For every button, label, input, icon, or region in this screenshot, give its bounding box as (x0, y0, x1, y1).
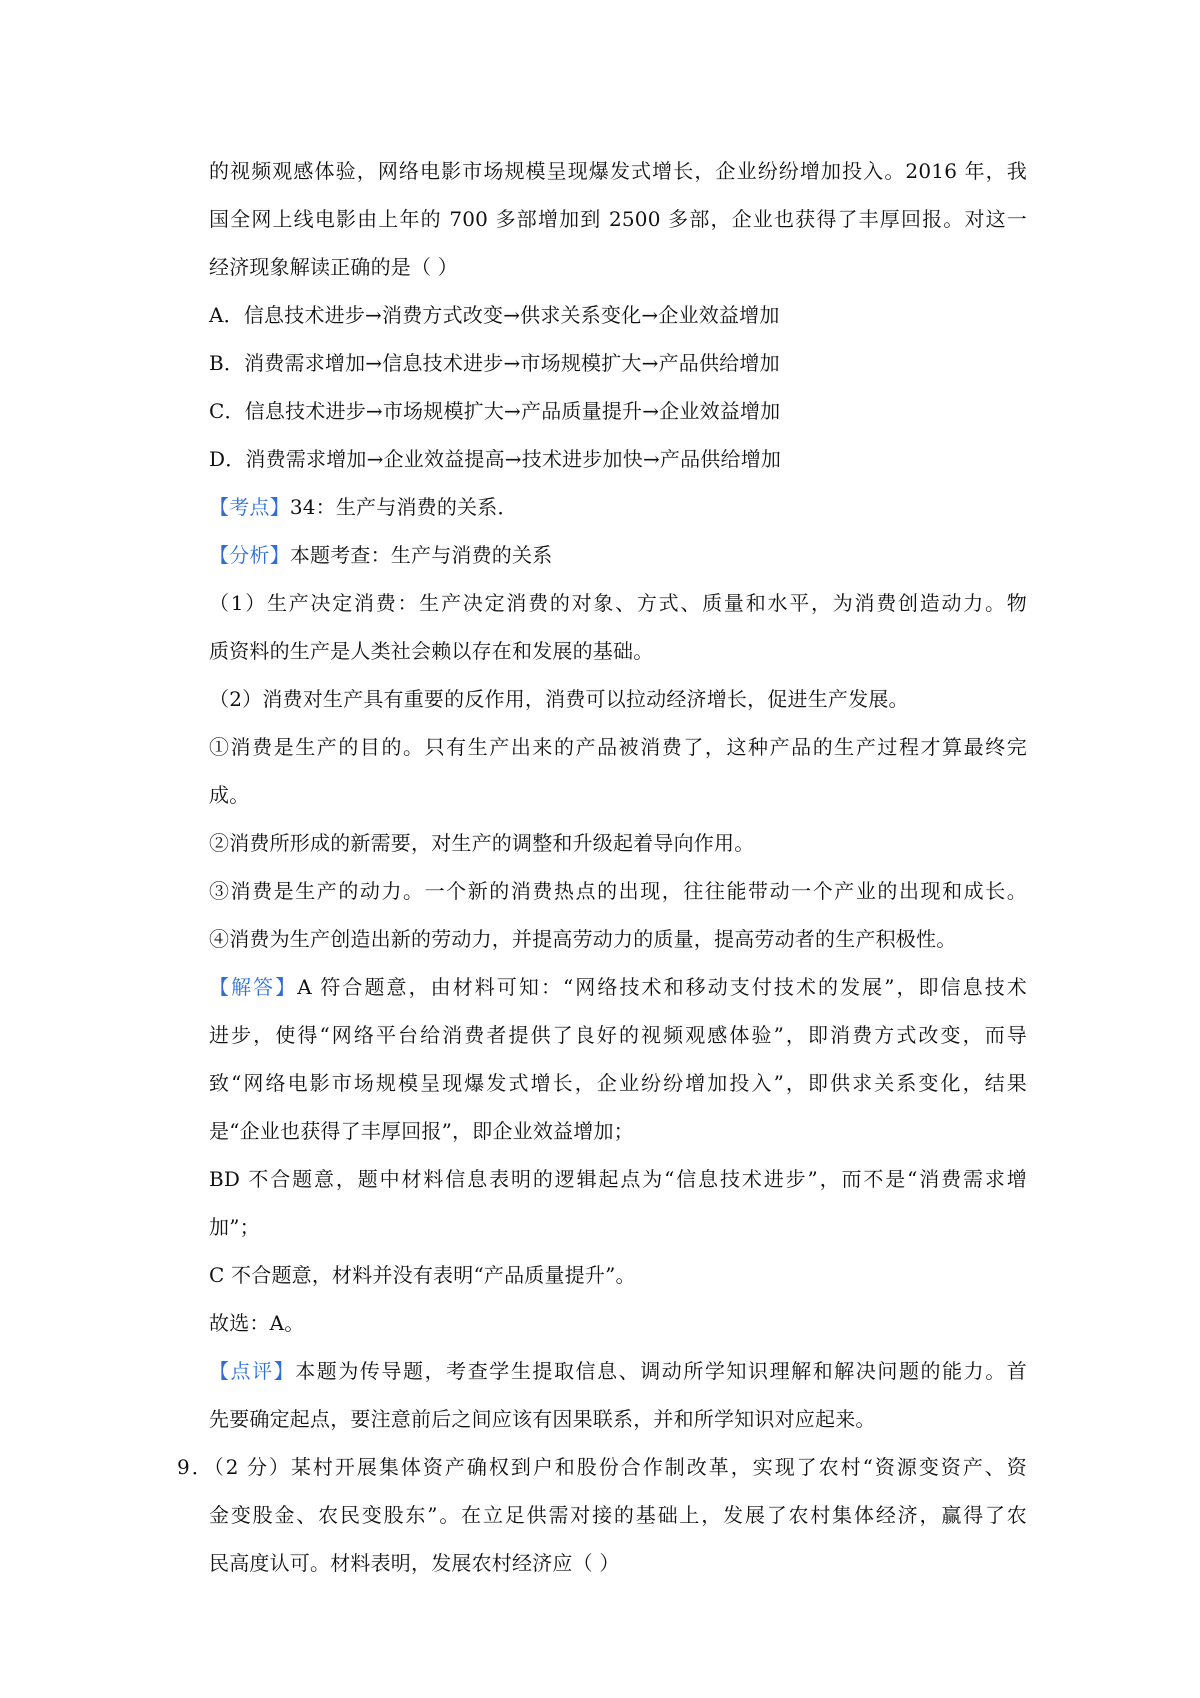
jieda-line-6: 加”； (209, 1215, 260, 1239)
q9-line-2: 金变股金、农民变股东”。在立足供需对接的基础上，发展了农村集体经济，赢得了农 (209, 1503, 1027, 1527)
analysis-line-8: ④消费为生产创造出新的劳动力，并提高劳动力的质量，提高劳动者的生产积极性。 (209, 927, 957, 951)
fenxi-tag: 【分析】 (209, 543, 290, 567)
jieda-first-line: A 符合题意，由材料可知：“网络技术和移动支付技术的发展”，即信息技术 (297, 975, 1027, 999)
dianping-line (209, 1358, 1027, 1384)
q8-stem-line-2: 国全网上线电影由上年的 700 多部增加到 2500 多部，企业也获得了丰厚回报。对这一 (209, 207, 1027, 231)
dianping-line-2: 先要确定起点，要注意前后之间应该有因果联系，并和所学知识对应起来。 (209, 1407, 876, 1431)
fenxi-text: 本题考查：生产与消费的关系 (289, 543, 553, 567)
jieda-line-8: 故选：A。 (209, 1311, 305, 1335)
jieda-line (209, 974, 1027, 1000)
analysis-line-4: ①消费是生产的目的。只有生产出来的产品被消费了，这种产品的生产过程才算最终完 (209, 735, 1027, 759)
jieda-line-5: BD 不合题意，题中材料信息表明的逻辑起点为“信息技术进步”，而不是“消费需求增 (209, 1167, 1027, 1191)
kaodian-line (209, 494, 518, 520)
q8-option-b: B．消费需求增加→信息技术进步→市场规模扩大→产品供给增加 (209, 351, 780, 375)
analysis-line-3: （2）消费对生产具有重要的反作用，消费可以拉动经济增长，促进生产发展。 (209, 687, 909, 711)
jieda-line-7: C 不合题意，材料并没有表明“产品质量提升”。 (209, 1263, 636, 1287)
dianping-first-line: 本题为传导题，考查学生提取信息、调动所学知识理解和解决问题的能力。首 (295, 1359, 1027, 1383)
jieda-line-2: 进步，使得“网络平台给消费者提供了良好的视频观感体验”，即消费方式改变，而导 (209, 1023, 1027, 1047)
analysis-line-6: ②消费所形成的新需要，对生产的调整和升级起着导向作用。 (209, 831, 755, 855)
jieda-line-4: 是“企业也获得了丰厚回报”，即企业效益增加； (209, 1119, 634, 1143)
q8-stem-line-3: 经济现象解读正确的是（ ） (209, 255, 458, 279)
q9-line-1: 9．（2 分）某村开展集体资产确权到户和股份合作制改革，实现了农村“资源变资产、资 (177, 1455, 1027, 1479)
dianping-tag: 【点评】 (209, 1359, 296, 1383)
q8-stem-line-1: 的视频观感体验，网络电影市场规模呈现爆发式增长，企业纷纷增加投入。2016 年，我 (209, 159, 1027, 183)
q9-line-3: 民高度认可。材料表明，发展农村经济应（ ） (209, 1551, 620, 1575)
analysis-line-1: （1）生产决定消费：生产决定消费的对象、方式、质量和水平，为消费创造动力。物 (209, 591, 1027, 615)
q8-option-d: D．消费需求增加→企业效益提高→技术进步加快→产品供给增加 (209, 447, 782, 471)
q8-option-c: C．信息技术进步→市场规模扩大→产品质量提升→企业效益增加 (209, 399, 781, 423)
jieda-tag: 【解答】 (209, 975, 298, 999)
kaodian-tag: 【考点】 (209, 495, 290, 519)
kaodian-text: 34：生产与消费的关系． (289, 495, 518, 519)
analysis-line-7: ③消费是生产的动力。一个新的消费热点的出现，往往能带动一个产业的出现和成长。 (209, 879, 1027, 903)
analysis-line-2: 质资料的生产是人类社会赖以存在和发展的基础。 (209, 639, 654, 663)
q8-option-a: A．信息技术进步→消费方式改变→供求关系变化→企业效益增加 (209, 303, 780, 327)
analysis-line-5: 成。 (209, 783, 250, 807)
fenxi-line (209, 542, 552, 568)
jieda-line-3: 致“网络电影市场规模呈现爆发式增长，企业纷纷增加投入”，即供求关系变化，结果 (209, 1071, 1027, 1095)
